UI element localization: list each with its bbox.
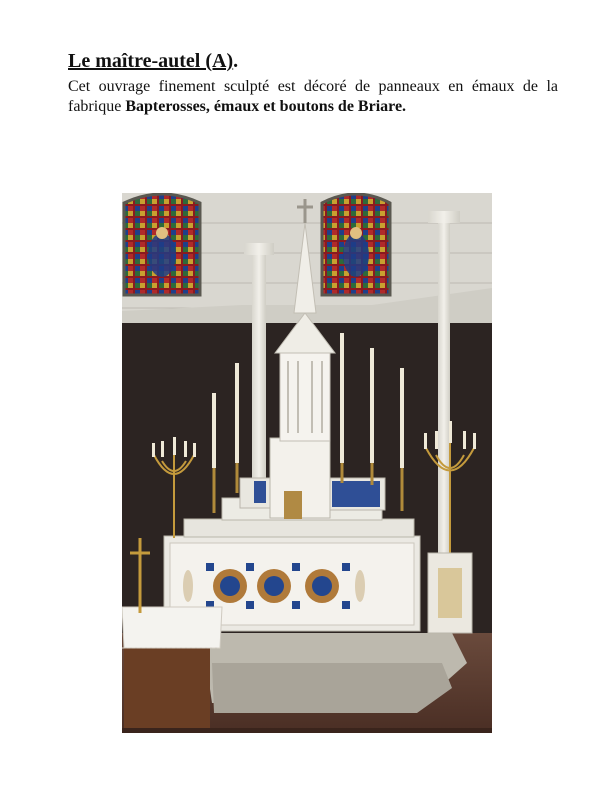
- title-period: .: [233, 50, 239, 72]
- stained-glass-left: [124, 194, 200, 295]
- stained-glass-right: [322, 194, 390, 295]
- manufacturer-name: Bapterosses, émaux et boutons de Briare.: [125, 98, 407, 115]
- description-text: Cet ouvrage finement sculpté est décoré de panneaux en émaux de la fabrique: [68, 78, 558, 115]
- description-paragraph: [68, 77, 558, 117]
- altar-photograph: [122, 193, 492, 733]
- page-title: [68, 50, 238, 73]
- title-text: Le maître-autel (A): [68, 50, 234, 72]
